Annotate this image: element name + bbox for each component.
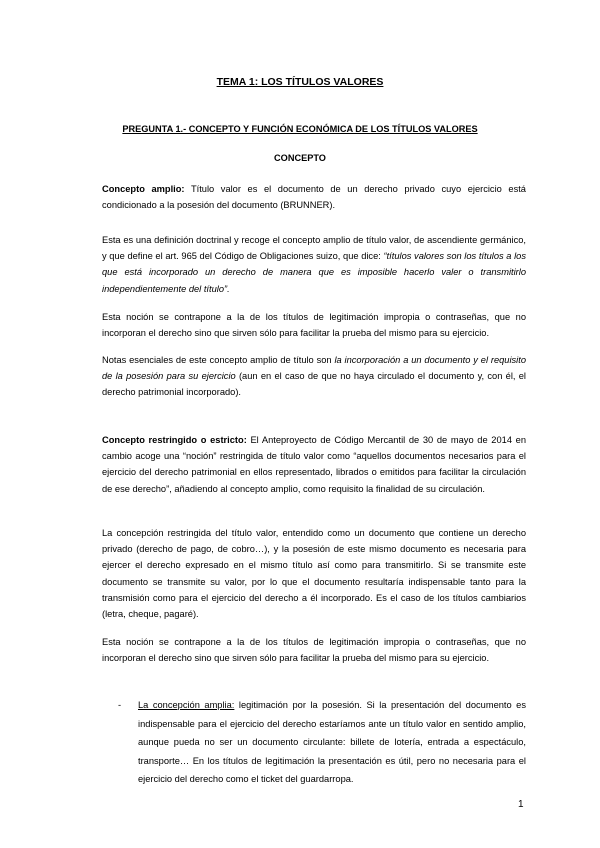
term-colon: : — [181, 184, 185, 194]
quote-text: “títulos valores son los títulos a los que está incorporado un derecho de manera que es imposible hacerlo valer o transmitirlo independientemente del título”. — [102, 251, 526, 294]
paragraph-contraposicion — [102, 309, 526, 341]
paragraph-text: La concepción restringida del título valor, entendido como un documento que contiene un derecho privado (derecho de pago, de cobro…), y la posesión de este mismo documento es necesaria para ejercer el derecho expresado en el mismo título así como para transmitirlo. Si se transmite este documento se transmite su valor, por lo que el documento resultaría indispensable tanto para la transmisión como para el ejercicio del derecho a él incorporado. Es el caso de los títulos cambiarios (letra, cheque, pagaré). — [102, 528, 526, 620]
paragraph-text: Título valor es el documento de un derecho privado cuyo ejercicio está condicionado a la posesión del documento (BRUNNER). — [102, 184, 526, 211]
bullet-text — [138, 696, 526, 789]
paragraph-definicion — [102, 232, 526, 297]
page-title: TEMA 1: LOS TÍTULOS VALORES — [216, 76, 384, 88]
paragraph-concepto-amplio — [102, 181, 526, 213]
section-heading: CONCEPTO — [274, 153, 326, 163]
paragraph-text: Notas esenciales de este concepto amplio de título son — [102, 355, 335, 365]
paragraph-text: Esta noción se contrapone a la de los títulos de legitimación impropia o contraseñas, que no incorporan el derecho sino que sirven sólo para facilitar la prueba del mismo para su ejercicio. — [102, 312, 526, 339]
term-concepto-amplio: Concepto amplio — [102, 184, 182, 194]
question-heading: PREGUNTA 1.- CONCEPTO Y FUNCIÓN ECONÓMICA DE LOS TÍTULOS VALORES — [122, 124, 478, 134]
paragraph-text: Esta noción se contrapone a la de los títulos de legitimación impropia o contraseñas, que no incorporan el derecho sino que sirven sólo para facilitar la prueba del mismo para su ejercicio. — [102, 637, 526, 664]
term-concepcion-amplia: La concepción amplia: — [138, 700, 235, 710]
paragraph-notas-esenciales — [102, 352, 526, 401]
bullet-dash: - — [118, 700, 122, 710]
paragraph-text: El Anteproyecto de Código Mercantil de 30 de mayo de 2014 en cambio acoge una “noción” restringida de título valor como “aquellos documentos necesarios para el ejercicio del derecho patrimonial en ellos representado, librados o emitidos para facilitar la circulación de ese derecho”, añadiendo al concepto amplio, como requisito la finalidad de su circulación. — [102, 435, 527, 494]
italic-text: la incorporación a un documento y el requisito de la posesión para su ejercicio — [102, 355, 527, 382]
paragraph-concepcion-restringida — [102, 525, 526, 622]
page-number: 1 — [518, 799, 524, 810]
paragraph-contraposicion-2 — [102, 634, 526, 666]
term-concepto-restringido: Concepto restringido o estricto: — [102, 435, 247, 445]
paragraph-text: Esta es una definición doctrinal y recoge el concepto amplio de título valor, de ascendiente germánico, y que define el art. 965 del Código de Obligaciones suizo, que dice: — [102, 235, 526, 262]
paragraph-concepto-restringido — [102, 432, 526, 497]
paragraph-text: legitimación por la posesión. Si la presentación del documento es indispensable para el ejercicio del derecho estaríamos ante un título valor en sentido amplio, aunque pueda no ser un documento circulante: billete de lotería, entrada a espectáculo, transporte… En los títulos de legitimación la presentación es útil, pero no necesaria para el ejercicio del derecho como el ticket del guardarropa. — [138, 700, 526, 785]
paragraph-text: (aun en el caso de que no haya circulado el documento y, con él, el derecho patrimonial incorporado). — [102, 371, 526, 398]
